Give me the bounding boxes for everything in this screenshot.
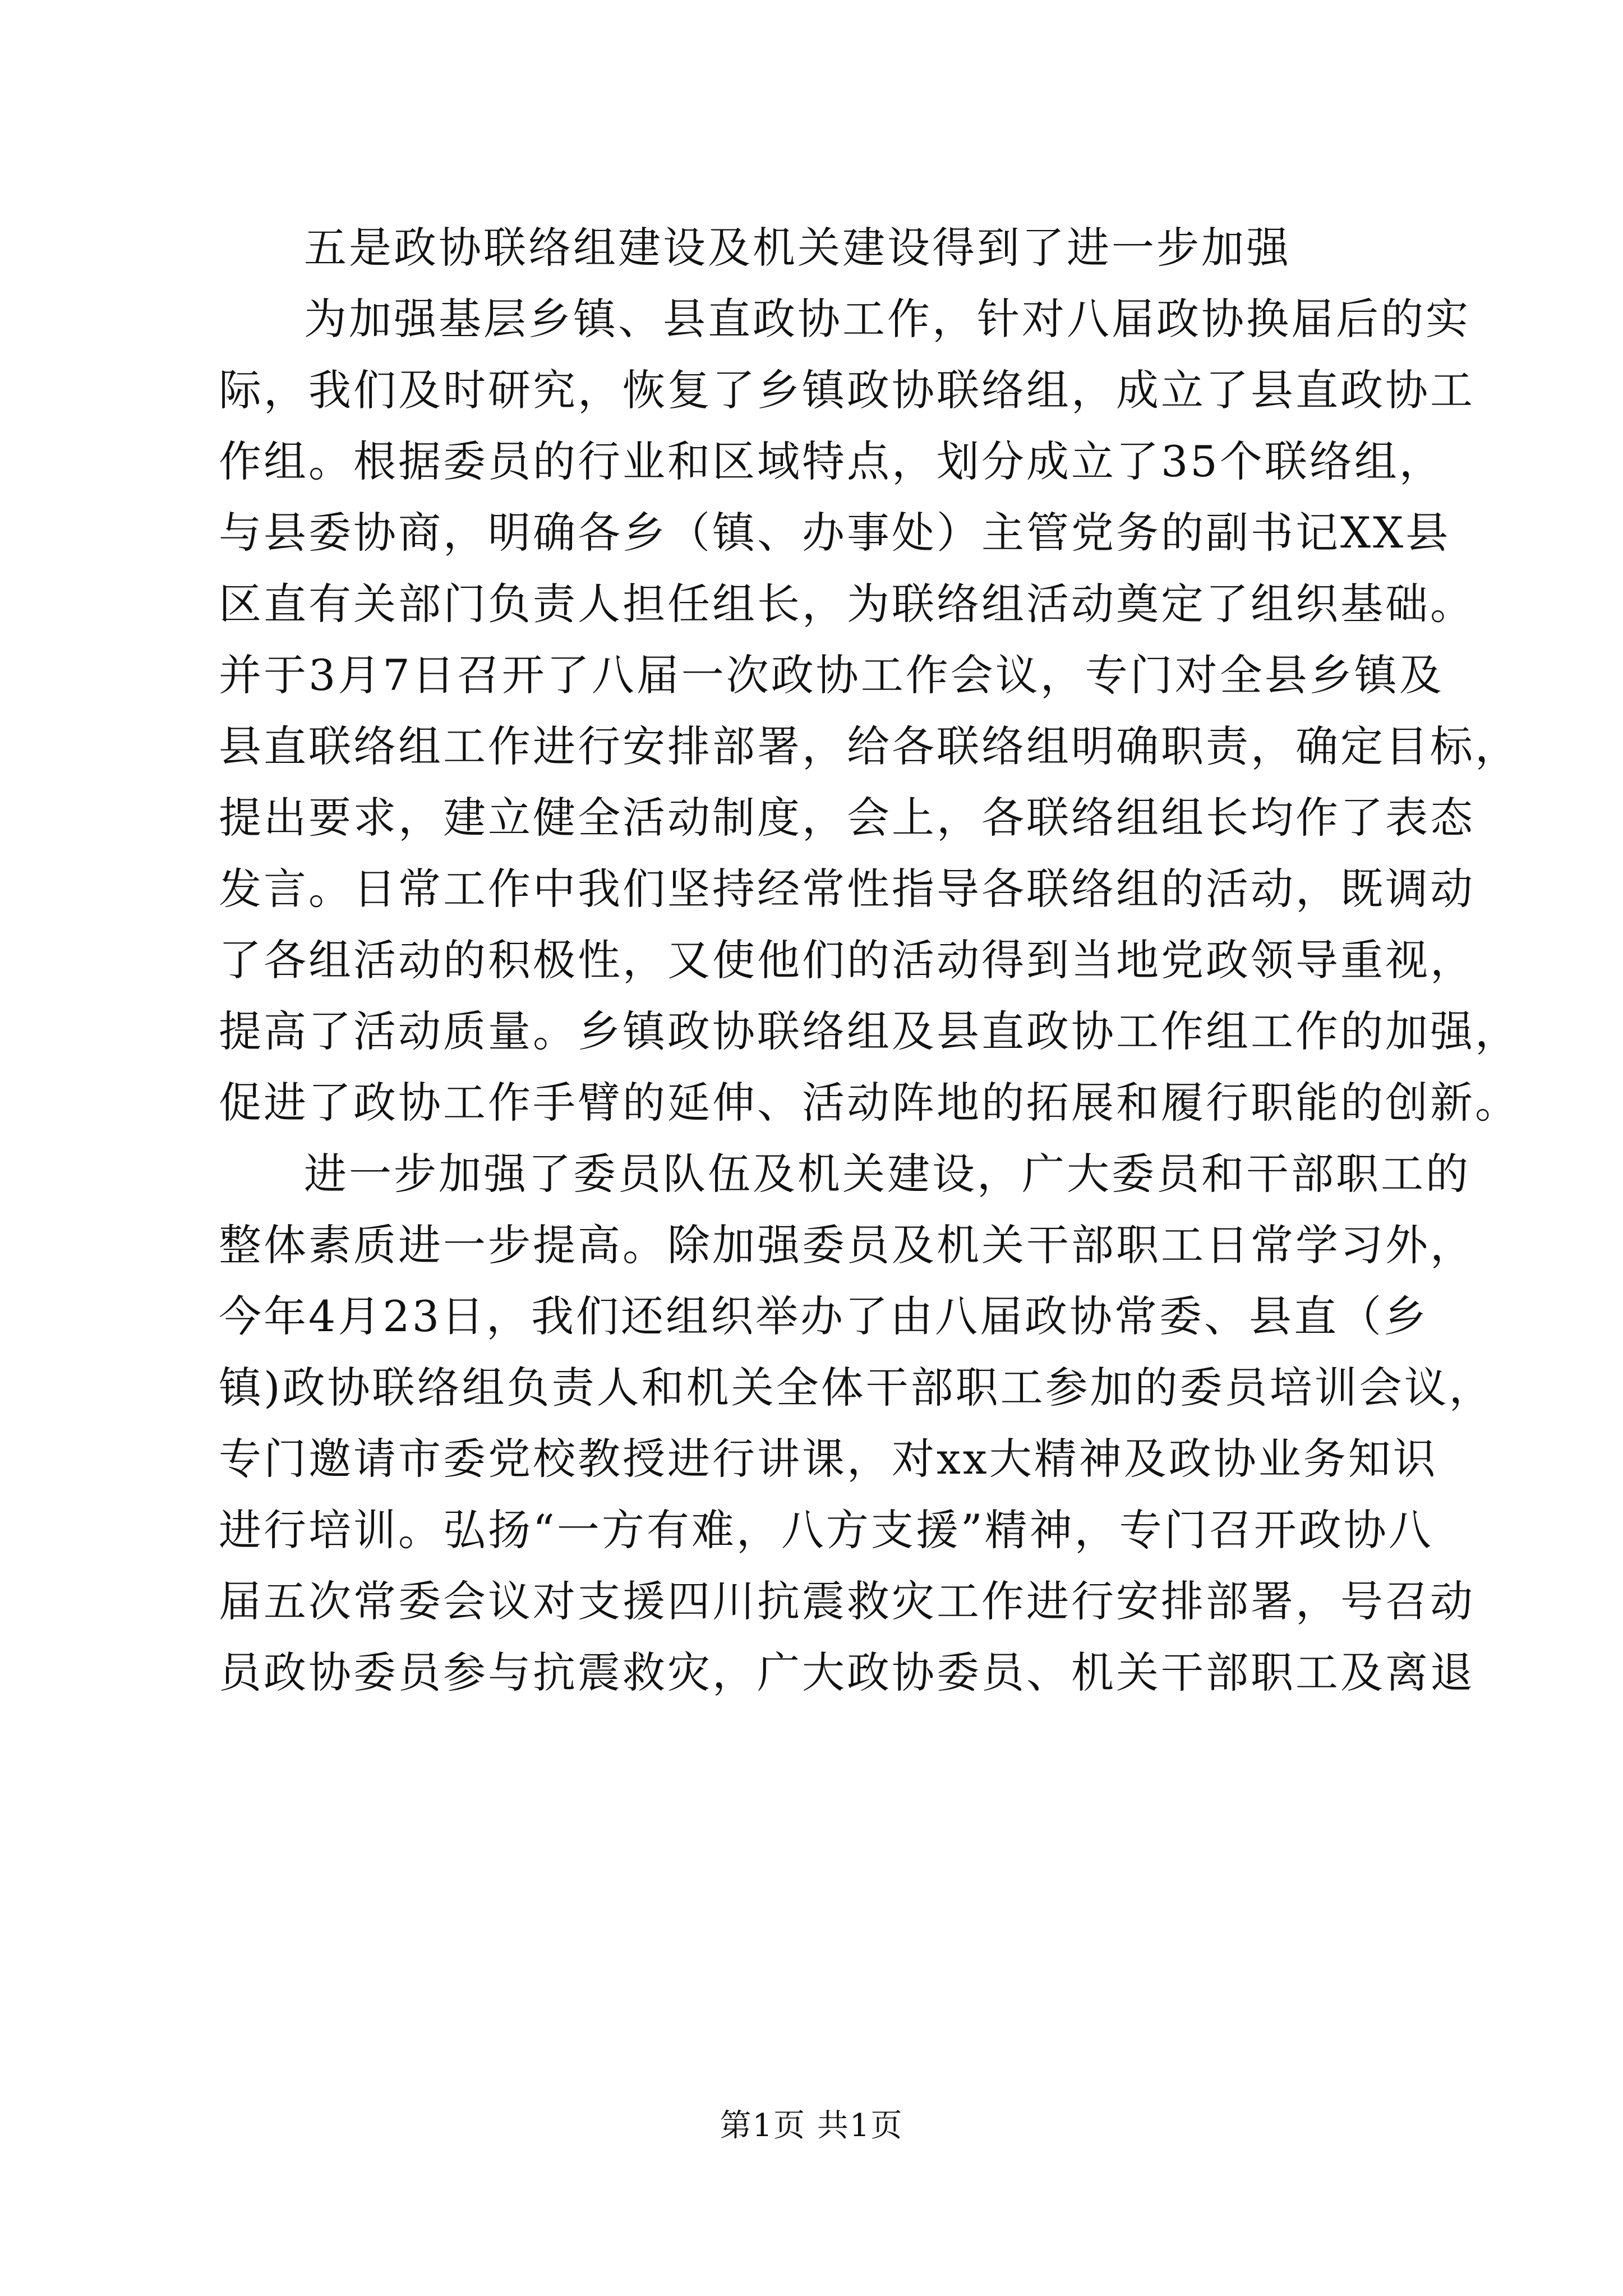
paragraph-line: 区直有关部门负责人担任组长，为联络组活动奠定了组织基础。 [219, 579, 1475, 629]
paragraph-line: 际，我们及时研究，恢复了乡镇政协联络组，成立了县直政协工 [219, 365, 1475, 415]
paragraph-line: 员政协委员参与抗震救灾，广大政协委员、机关干部职工及离退 [219, 1648, 1475, 1697]
paragraph-2 [219, 1138, 1494, 1708]
paragraph-line: 发言。日常工作中我们坚持经常性指导各联络组的活动，既调动 [219, 864, 1475, 914]
paragraph-line: 为加强基层乡镇、县直政协工作，针对八届政协换届后的实 [304, 294, 1470, 344]
page-footer: 第1页 共1页 [720, 2108, 903, 2144]
paragraph-line: 专门邀请市委党校教授进行讲课，对xx大精神及政协业务知识 [219, 1434, 1438, 1484]
paragraph-line: 整体素质进一步提高。除加强委员及机关干部职工日常学习外， [219, 1220, 1475, 1270]
paragraph-line: 作组。根据委员的行业和区域特点，划分成立了35个联络组， [219, 436, 1444, 486]
paragraph-line: 提出要求，建立健全活动制度，会上，各联络组组长均作了表态 [219, 793, 1475, 843]
paragraph-line: 进行培训。弘扬“一方有难，八方支援”精神，专门召开政协八 [219, 1505, 1433, 1555]
paragraph-line: 镇)政协联络组负责人和机关全体干部职工参加的委员培训会议， [219, 1363, 1494, 1412]
paragraph-line: 县直联络组工作进行安排部署，给各联络组明确职责，确定目标， [219, 721, 1520, 771]
paragraph-line: 今年4月23日，我们还组织举办了由八届政协常委、县直（乡 [219, 1291, 1429, 1341]
paragraph-line: 提高了活动质量。乡镇政协联络组及县直政协工作组工作的加强， [219, 1006, 1520, 1056]
paragraph-line: 进一步加强了委员队伍及机关建设，广大委员和干部职工的 [304, 1149, 1470, 1199]
paragraph-line: 届五次常委会议对支援四川抗震救灾工作进行安排部署，号召动 [219, 1576, 1475, 1626]
paragraph-line: 并于3月7日召开了八届一次政协工作会议，专门对全县乡镇及 [219, 650, 1444, 700]
paragraph-1 [219, 283, 1520, 1138]
section-heading: 五是政协联络组建设及机关建设得到了进一步加强 [304, 223, 1291, 273]
paragraph-line: 促进了政协工作手臂的延伸、活动阵地的拓展和履行职能的创新。 [219, 1078, 1520, 1128]
document-body [219, 212, 1520, 1708]
paragraph-line: 与县委协商，明确各乡（镇、办事处）主管党务的副书记XX县 [219, 508, 1451, 558]
paragraph-line: 了各组活动的积极性，又使他们的活动得到当地党政领导重视， [219, 935, 1475, 985]
